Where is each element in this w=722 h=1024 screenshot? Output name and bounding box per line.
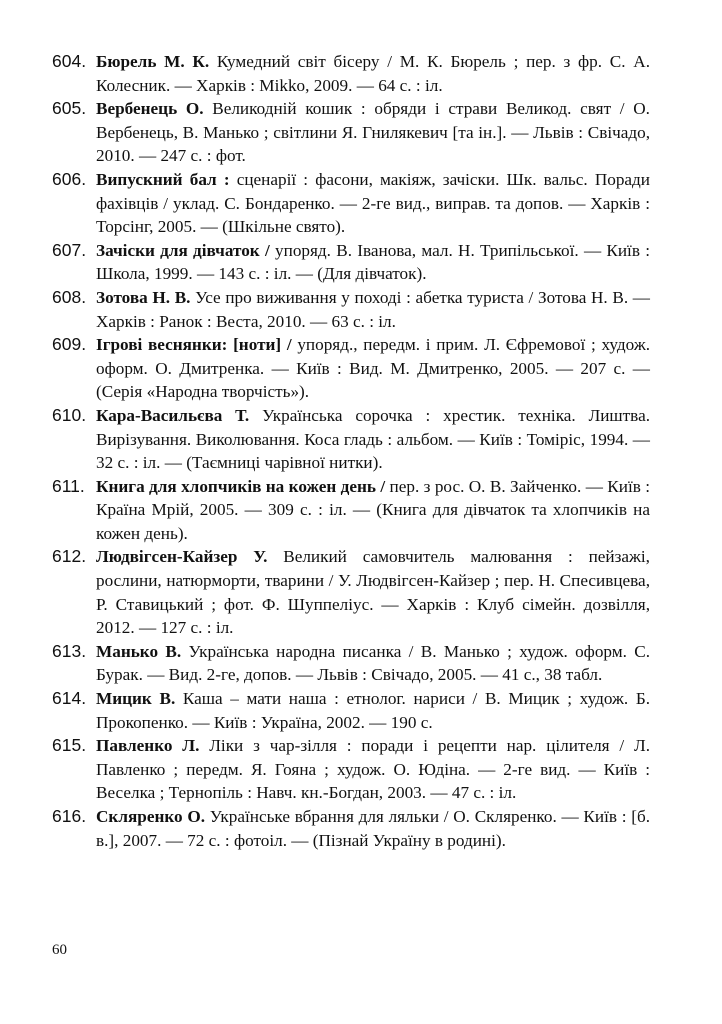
entry-description: Великодній кошик : обряди і страви Великод. свят / О. Вербенець, В. Манько ; світлини Я. Гнилякевич [та ін.]. — Львів : Свічадо, 2010. — 247 с. : фот. xyxy=(96,99,650,166)
entry-description: пер. з рос. О. В. Зайченко. — Київ : Країна Мрій, 2005. — 309 с. : іл. — (Книга для дівчаток та хлопчиків на кожен день). xyxy=(96,476,650,543)
bibliography-entry xyxy=(52,545,650,639)
bibliography-entry xyxy=(52,640,650,687)
bibliography-entry xyxy=(52,734,650,805)
entry-author: Кара-Васильєва Т. xyxy=(96,405,250,425)
bibliography-list xyxy=(52,50,650,852)
bibliography-entry xyxy=(52,97,650,168)
entry-description: упоряд. В. Іванова, мал. Н. Трипільської. — Київ : Школа, 1999. — 143 с. : іл. — (Для дівчаток). xyxy=(96,240,650,284)
entry-description: сценарії : фасони, макіяж, зачіски. Шк. вальс. Поради фахівців / уклад. С. Бондаренко. — 2-ге вид., виправ. та допов. — Харків : Торсінг, 2005. — (Шкільне свято). xyxy=(96,169,651,237)
bibliography-entry xyxy=(52,286,650,333)
entry-author: Випускний бал : xyxy=(96,169,230,189)
entry-description: Ліки з чар-зілля : поради і рецепти нар. цілителя / Л. Павленко ; передм. Я. Гояна ; худож. О. Юдіна. — 2-ге вид. — Київ : Веселка ; Тернопіль : Навч. кн.-Богдан, 2003. — 47 с. : іл. xyxy=(96,736,650,803)
entry-number: 610. xyxy=(52,404,87,425)
entry-number: 606. xyxy=(52,168,87,189)
bibliography-entry xyxy=(52,404,650,475)
bibliography-entry xyxy=(52,805,650,852)
entry-author: Зотова Н. В. xyxy=(96,287,191,307)
entry-number: 611. xyxy=(52,475,85,496)
entry-number: 614. xyxy=(52,688,87,709)
entry-number: 616. xyxy=(52,806,87,826)
bibliography-entry xyxy=(52,687,650,734)
entry-author: Скляренко О. xyxy=(96,807,206,826)
entry-number: 604. xyxy=(52,51,87,71)
bibliography-entry xyxy=(52,50,650,97)
bibliography-entry xyxy=(52,239,650,286)
entry-number: 612. xyxy=(52,546,87,567)
entry-description: Кумедний світ бісеру / М. К. Бюрель ; пер. з фр. С. А. Колесник. — Харків : Mikko, 2009. — 64 с. : іл. xyxy=(96,52,650,95)
entry-author: Людвігсен-Кайзер У. xyxy=(96,547,268,567)
entry-author: Бюрель М. К. xyxy=(96,52,210,71)
entry-number: 615. xyxy=(52,735,87,756)
entry-author: Павленко Л. xyxy=(96,736,200,756)
entry-number: 608. xyxy=(52,286,87,307)
bibliography-entry xyxy=(52,475,650,546)
entry-author: Книга для хлопчиків на кожен день / xyxy=(96,476,386,496)
entry-description: Українська народна писанка / В. Манько ; худож. оформ. С. Бурак. — Вид. 2-ге, допов. — Львів : Свічадо, 2005. — 41 с., 38 табл. xyxy=(96,641,650,685)
entry-description: Українське вбрання для ляльки / О. Скляренко. — Київ : [б. в.], 2007. — 72 с. : фотоіл. — (Пізнай Україну в родині). xyxy=(96,807,650,850)
bibliography-entry xyxy=(52,333,650,404)
entry-description: Українська сорочка : хрестик. техніка. Лиштва. Вирізування. Виколювання. Коса гладь : альбом. — Київ : Томіріс, 1994. — 32 с. : іл. — (Таємниці чарівної нитки). xyxy=(96,405,650,473)
entry-description: Усе про виживання у поході : абетка туриста / Зотова Н. В. — Харків : Ранок : Веста, 2010. — 63 с. : іл. xyxy=(96,287,650,331)
entry-description: Великий самовчитель малювання : пейзажі, рослини, натюрморти, тварини / У. Людвігсен-Кайзер ; пер. Н. Спесивцева, Р. Ставицький ; фот. Ф. Шуппеліус. — Харків : Клуб сімейн. дозвілля, 2012. — 127 с. : іл. xyxy=(96,547,650,638)
entry-description: упоряд., передм. і прим. Л. Єфремової ; худож. оформ. О. Дмитренка. — Київ : Вид. М. Дмитренко, 2005. — 207 с. — (Серія «Народна творчість»). xyxy=(96,335,650,402)
entry-number: 607. xyxy=(52,239,87,260)
entry-author: Ігрові веснянки: [ноти] / xyxy=(96,335,292,355)
bibliography-entry xyxy=(52,168,650,239)
page-number: 60 xyxy=(52,942,67,958)
entry-author: Манько В. xyxy=(96,641,182,661)
entry-author: Мицик В. xyxy=(96,689,176,709)
entry-author: Зачіски для дівчаток / xyxy=(96,240,270,260)
entry-number: 609. xyxy=(52,334,87,355)
entry-number: 605. xyxy=(52,98,87,119)
entry-number: 613. xyxy=(52,640,87,661)
entry-author: Вербенець О. xyxy=(96,99,204,119)
entry-description: Каша – мати наша : етнолог. нариси / В. Мицик ; худож. Б. Прокопенко. — Київ : Україна, 2002. — 190 с. xyxy=(96,689,650,732)
